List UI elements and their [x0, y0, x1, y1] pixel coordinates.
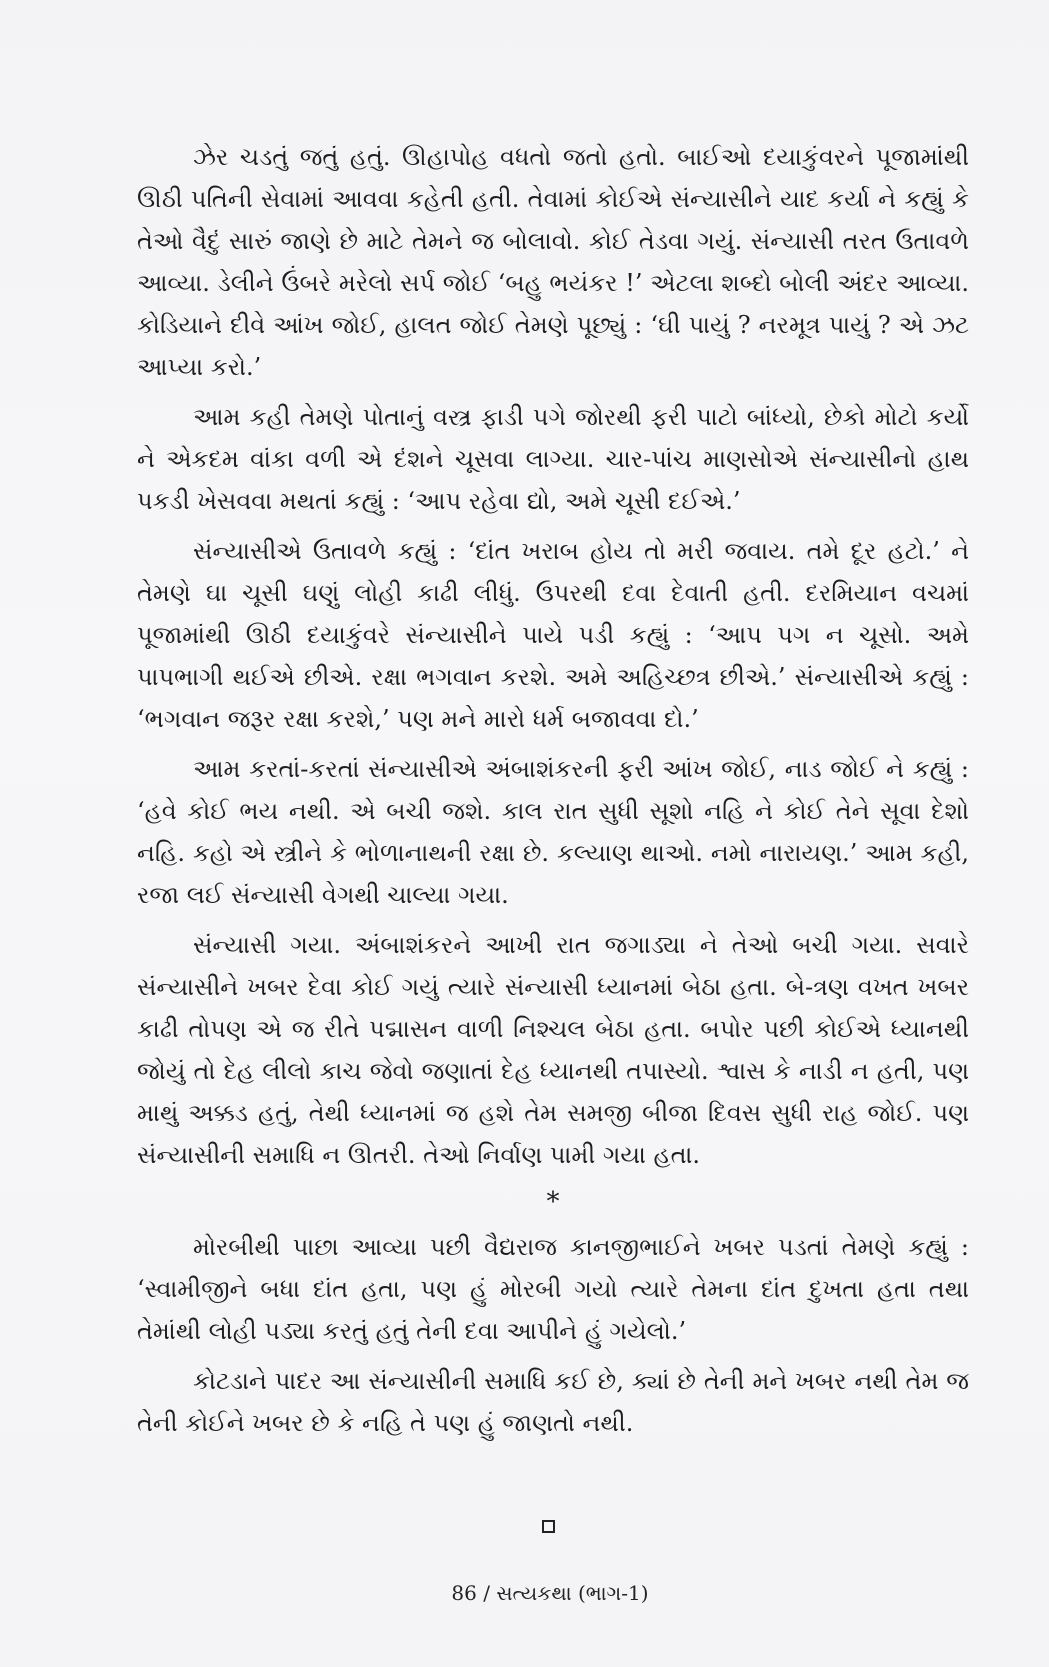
paragraph-4: આમ કરતાં-કરતાં સંન્યાસીએ અંબાશંકરની ફરી આંખ જોઈ, નાડ જોઈ ને કહ્યું : ‘હવે કોઈ ભય નથી. એ બચી જશે. કાલ રાત સુધી સૂશો નહિ ને કોઈ તેને સૂવા દેશો નહિ. કહો એ સ્ત્રીને કે ભોળાનાથની રક્ષા છે. કલ્યાણ થાઓ. નમો નારાયણ.’ આમ કહી, રજા લઈ સંન્યાસી વેગથી ચાલ્યા ગયા.: [137, 755, 969, 909]
end-of-section-square-icon: [542, 1520, 555, 1533]
paragraph-1: ઝેર ચડતું જતું હતું. ઊહાપોહ વધતો જતો હતો. બાઈઓ દયાકુંવરને પૂજામાંથી ઊઠી પતિની સેવામાં આવવા કહેતી હતી. તેવામાં કોઈએ સંન્યાસીને યાદ કર્યા ને કહ્યું કે તેઓ વૈદું સારું જાણે છે માટે તેમને જ બોલાવો. કોઈ તેડવા ગયું. સંન્યાસી તરત ઉતાવળે આવ્યા. ડેલીને ઉંબરે મરેલો સર્પ જોઈ ‘બહુ ભયંકર !’ એટલા શબ્દો બોલી અંદર આવ્યા. કોડિયાને દીવે આંખ જોઈ, હાલત જોઈ તેમણે પૂછ્યું : ‘ઘી પાયું ? નરમૂત્ર પાયું ? એ ઝટ આપ્યા કરો.’: [137, 143, 969, 381]
page-footer: 86 / સત્યકથા (ભાગ-1): [451, 1581, 649, 1605]
section-separator: *: [546, 1187, 560, 1217]
paragraph-2: આમ કહી તેમણે પોતાનું વસ્ત્ર ફાડી પગે જોરથી ફરી પાટો બાંધ્યો, છેકો મોટો કર્યો ને એકદમ વાંકા વળી એ દંશને ચૂસવા લાગ્યા. ચાર-પાંચ માણસોએ સંન્યાસીનો હાથ પકડી ખેસવવા મથતાં કહ્યું : ‘આપ રહેવા દ્યો, અમે ચૂસી દઈએ.’: [137, 403, 969, 515]
paragraph-5: સંન્યાસી ગયા. અંબાશંકરને આખી રાત જગાડ્યા ને તેઓ બચી ગયા. સવારે સંન્યાસીને ખબર દેવા કોઈ ગયું ત્યારે સંન્યાસી ધ્યાનમાં બેઠા હતા. બે-ત્રણ વખત ખબર કાઢી તોપણ એ જ રીતે પદ્માસન વાળી નિશ્ચલ બેઠા હતા. બપોર પછી કોઈએ ધ્યાનથી જોયું તો દેહ લીલો કાચ જેવો જણાતાં દેહ ધ્યાનથી તપાસ્યો. શ્વાસ કે નાડી ન હતી, પણ માથું અક્કડ હતું, તેથી ધ્યાનમાં જ હશે તેમ સમજી બીજા દિવસ સુધી રાહ જોઈ. પણ સંન્યાસીની સમાધિ ન ઊતરી. તેઓ નિર્વાણ પામી ગયા હતા.: [137, 931, 969, 1169]
paragraph-6: મોરબીથી પાછા આવ્યા પછી વૈદ્યરાજ કાનજીભાઈને ખબર પડતાં તેમણે કહ્યું : ‘સ્વામીજીને બધા દાંત હતા, પણ હું મોરબી ગયો ત્યારે તેમના દાંત દુખતા હતા તથા તેમાંથી લોહી પડ્યા કરતું હતું તેની દવા આપીને હું ગયેલો.’: [137, 1233, 969, 1345]
paragraph-3: સંન્યાસીએ ઉતાવળે કહ્યું : ‘દાંત ખરાબ હોય તો મરી જવાય. તમે દૂર હટો.’ ને તેમણે ઘા ચૂસી ઘણું લોહી કાઢી લીધું. ઉપરથી દવા દેવાતી હતી. દરમિયાન વચમાં પૂજામાંથી ઊઠી દયાકુંવરે સંન્યાસીને પાયે પડી કહ્યું : ‘આપ પગ ન ચૂસો. અમે પાપભાગી થઈએ છીએ. રક્ષા ભગવાન કરશે. અમે અહિચ્છત્ર છીએ.’ સંન્યાસીએ કહ્યું : ‘ભગવાન જરૂર રક્ષા કરશે,’ પણ મને મારો ધર્મ બજાવવા દો.’: [137, 537, 969, 733]
paragraph-7: કોટડાને પાદર આ સંન્યાસીની સમાધિ કઈ છે, ક્યાં છે તેની મને ખબર નથી તેમ જ તેની કોઈને ખબર છે કે નહિ તે પણ હું જાણતો નથી.: [137, 1367, 969, 1437]
body-text: [137, 136, 969, 1452]
